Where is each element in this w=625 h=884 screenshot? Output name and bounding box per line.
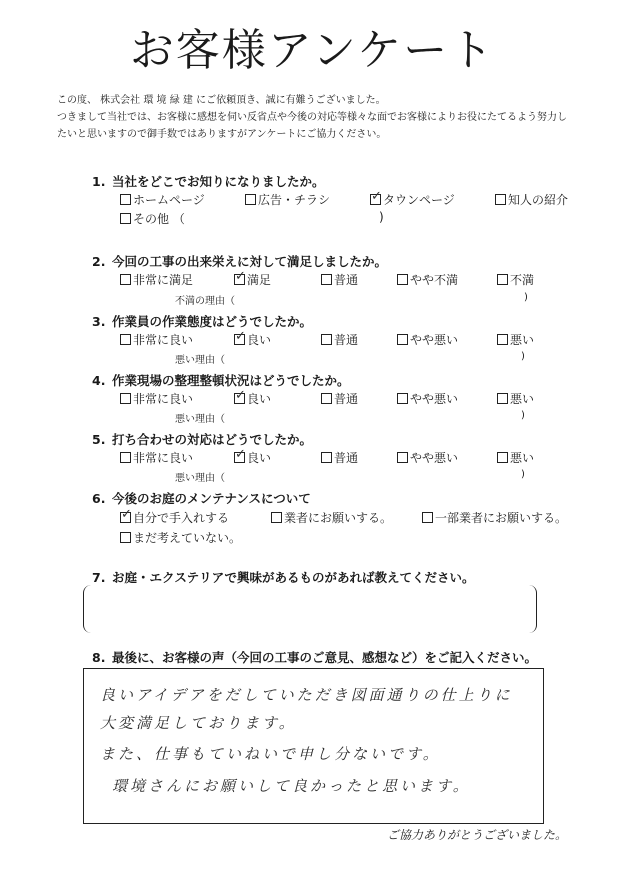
handwriting-line-3: また、仕事もていねいで申し分ないです。 bbox=[100, 745, 441, 763]
intro-line-3: たいと思いますので御手数ではありますがアンケートにご協力ください。 bbox=[57, 129, 387, 140]
handwriting-line-1: 良いアイデアをだしていただき図面通りの仕上りに bbox=[100, 686, 513, 704]
q6-option-undecided[interactable]: まだ考えていない。 bbox=[120, 529, 241, 546]
q2-reason-close: ) bbox=[524, 292, 528, 303]
checkbox[interactable] bbox=[321, 452, 332, 463]
checkbox[interactable] bbox=[397, 452, 408, 463]
checkbox[interactable] bbox=[120, 194, 131, 205]
q4-heading bbox=[92, 371, 350, 389]
q4-reason-label: 悪い理由（ bbox=[175, 414, 225, 425]
q5-text: 打ち合わせの対応はどうでしたか。 bbox=[112, 432, 313, 447]
q6-text: 今後のお庭のメンテナンスについて bbox=[112, 491, 311, 506]
checkbox-checked[interactable] bbox=[234, 274, 245, 285]
q8-number: 8. bbox=[92, 650, 106, 665]
q3-option-1[interactable]: 非常に良い bbox=[120, 331, 193, 348]
checkbox[interactable] bbox=[422, 512, 433, 523]
q2-option-1[interactable]: 非常に満足 bbox=[120, 271, 193, 288]
q1-text: 当社をどこでお知りになりましたか。 bbox=[112, 174, 325, 189]
q8-text: 最後に、お客様の声（今回の工事のご意見、感想など）をご記入ください。 bbox=[112, 650, 538, 665]
checkbox[interactable] bbox=[271, 512, 282, 523]
q7-text: お庭・エクステリアで興味があるものがあれば教えてください。 bbox=[112, 570, 475, 585]
q7-answer-field[interactable] bbox=[83, 585, 537, 633]
q6-option-partial[interactable]: 一部業者にお願いする。 bbox=[422, 509, 567, 526]
q1-heading bbox=[92, 172, 325, 190]
thanks-message: ご協力ありがとうございました。 bbox=[386, 828, 567, 842]
q4-option-4[interactable]: やや悪い bbox=[397, 390, 458, 407]
checkbox[interactable] bbox=[120, 393, 131, 404]
handwriting-line-2: 大変満足しております。 bbox=[100, 714, 297, 732]
q5-number: 5. bbox=[92, 432, 106, 447]
q1-number: 1. bbox=[92, 174, 106, 189]
checkbox[interactable] bbox=[120, 213, 131, 224]
q5-option-1[interactable]: 非常に良い bbox=[120, 449, 193, 466]
q4-text: 作業現場の整理整頓状況はどうでしたか。 bbox=[112, 373, 350, 388]
checkbox[interactable] bbox=[120, 532, 131, 543]
q6-option-self[interactable]: ✓自分で手入れする bbox=[120, 509, 229, 526]
q8-heading bbox=[92, 648, 537, 666]
q1-option-ad[interactable]: 広告・チラシ bbox=[245, 191, 330, 208]
checkbox-checked[interactable] bbox=[234, 452, 245, 463]
q4-option-3[interactable]: 普通 bbox=[321, 390, 358, 407]
checkbox[interactable] bbox=[497, 274, 508, 285]
q7-heading bbox=[92, 568, 475, 586]
checkbox[interactable] bbox=[120, 334, 131, 345]
q3-text: 作業員の作業態度はどうでしたか。 bbox=[112, 314, 313, 329]
q2-heading bbox=[92, 252, 387, 270]
q1-option-referral[interactable]: 知人の紹介 bbox=[495, 191, 568, 208]
q4-number: 4. bbox=[92, 373, 106, 388]
page-title: お客様アンケート bbox=[129, 25, 496, 76]
q1-other-close: ) bbox=[379, 210, 384, 224]
q1-option-other[interactable]: その他 （ bbox=[120, 210, 185, 227]
q5-reason-label: 悪い理由（ bbox=[175, 473, 225, 484]
q4-option-2[interactable]: ✓ 良い bbox=[234, 390, 271, 407]
q2-option-3[interactable]: 普通 bbox=[321, 271, 358, 288]
checkbox[interactable] bbox=[397, 334, 408, 345]
q5-option-2[interactable]: ✓ 良い bbox=[234, 449, 271, 466]
q2-option-5[interactable]: 不満 bbox=[497, 271, 534, 288]
checkbox[interactable] bbox=[495, 194, 506, 205]
checkbox[interactable] bbox=[397, 274, 408, 285]
q2-number: 2. bbox=[92, 254, 106, 269]
q4-option-5[interactable]: 悪い bbox=[497, 390, 534, 407]
q4-option-1[interactable]: 非常に良い bbox=[120, 390, 193, 407]
q2-text: 今回の工事の出来栄えに対して満足しましたか。 bbox=[112, 254, 388, 269]
checkbox-checked[interactable] bbox=[234, 334, 245, 345]
q6-heading bbox=[92, 489, 311, 507]
q3-reason-label: 悪い理由（ bbox=[175, 355, 225, 366]
q4-reason-close: ) bbox=[521, 410, 525, 421]
checkbox-checked[interactable] bbox=[120, 512, 131, 523]
checkbox[interactable] bbox=[321, 334, 332, 345]
q2-option-2[interactable]: ✓ 満足 bbox=[234, 271, 271, 288]
q5-heading bbox=[92, 430, 312, 448]
q3-option-3[interactable]: 普通 bbox=[321, 331, 358, 348]
q1-option-homepage[interactable]: ホームページ bbox=[120, 191, 205, 208]
checkbox[interactable] bbox=[321, 274, 332, 285]
q5-option-5[interactable]: 悪い bbox=[497, 449, 534, 466]
checkbox-checked[interactable] bbox=[370, 194, 381, 205]
q6-option-contractor[interactable]: 業者にお願いする。 bbox=[271, 509, 392, 526]
intro-line-1: この度、 株式会社 環 境 緑 建 にご依頼頂き、誠に有難うございました。 bbox=[57, 95, 386, 106]
handwriting-line-4: 環境さんにお願いして良かったと思います。 bbox=[112, 777, 471, 795]
q3-number: 3. bbox=[92, 314, 106, 329]
checkbox[interactable] bbox=[497, 393, 508, 404]
q2-option-4[interactable]: やや不満 bbox=[397, 271, 458, 288]
checkbox[interactable] bbox=[497, 452, 508, 463]
q3-option-5[interactable]: 悪い bbox=[497, 331, 534, 348]
q5-reason-close: ) bbox=[521, 469, 525, 480]
checkbox[interactable] bbox=[497, 334, 508, 345]
q5-option-3[interactable]: 普通 bbox=[321, 449, 358, 466]
checkbox[interactable] bbox=[321, 393, 332, 404]
intro-text bbox=[57, 92, 597, 143]
checkbox[interactable] bbox=[120, 452, 131, 463]
q3-option-4[interactable]: やや悪い bbox=[397, 331, 458, 348]
q3-option-2[interactable]: ✓ 良い bbox=[234, 331, 271, 348]
intro-line-2: つきまして当社では、お客様に感想を伺い反省点や今後の対応等様々な面でお客様によりお役にたてるよう努力し bbox=[57, 112, 567, 123]
checkbox-checked[interactable] bbox=[234, 393, 245, 404]
q1-option-townpage[interactable]: ✓ タウンページ bbox=[370, 191, 455, 208]
q2-reason-label: 不満の理由（ bbox=[175, 296, 235, 307]
checkbox[interactable] bbox=[397, 393, 408, 404]
checkbox[interactable] bbox=[120, 274, 131, 285]
q3-heading bbox=[92, 312, 312, 330]
q5-option-4[interactable]: やや悪い bbox=[397, 449, 458, 466]
q6-number: 6. bbox=[92, 491, 106, 506]
q7-number: 7. bbox=[92, 570, 106, 585]
q3-reason-close: ) bbox=[521, 351, 525, 362]
checkbox[interactable] bbox=[245, 194, 256, 205]
